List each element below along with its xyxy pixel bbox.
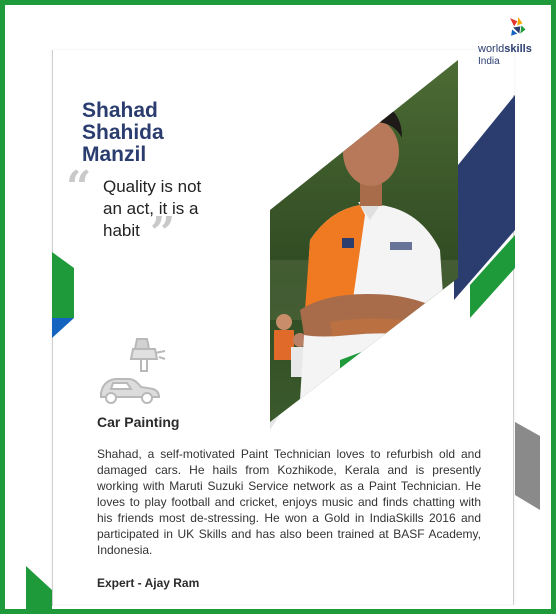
name-line-1: Shahad: [82, 99, 158, 122]
logo-text-bold: skills: [504, 43, 532, 55]
left-green-triangle: [52, 252, 74, 318]
spray-gun-car-icon: [95, 335, 167, 407]
worldskills-logo-icon: [508, 16, 542, 42]
logo-wordmark: [478, 44, 532, 55]
skill-title: Car Painting: [97, 414, 180, 430]
profile-photo: [270, 60, 458, 422]
logo-subtext: India: [478, 56, 500, 67]
name-line-2: Shahida: [82, 121, 164, 144]
bio-text: Shahad, a self-motivated Paint Technician loves to refurbish old and damaged cars. He hails from Kozhikode, Kerala and is presently working with Maruti Suzuki Service network as a Paint Technician. He loves to play football and cricket, enjoys music and finds chatting with his friends most de-stressing. He won a Gold in IndiaSkills 2016 and participated in UK Skills and has also been trained at BASF Academy, Indonesia.: [97, 447, 481, 557]
person-name: [82, 100, 252, 166]
close-quote-icon: ”: [150, 208, 176, 259]
bottom-left-green-shape: [26, 566, 52, 609]
quote-line-3: habit: [103, 221, 140, 240]
quote-line-1: Quality is not: [103, 177, 202, 196]
right-gray-shape: [515, 422, 540, 510]
quote-line-2: an act, it is a: [103, 199, 199, 218]
left-blue-triangle: [52, 318, 74, 338]
open-quote-icon: “: [66, 162, 92, 213]
name-line-3: Manzil: [82, 143, 147, 166]
logo-text-regular: world: [478, 43, 505, 55]
expert-name: Expert - Ajay Ram: [97, 576, 200, 590]
